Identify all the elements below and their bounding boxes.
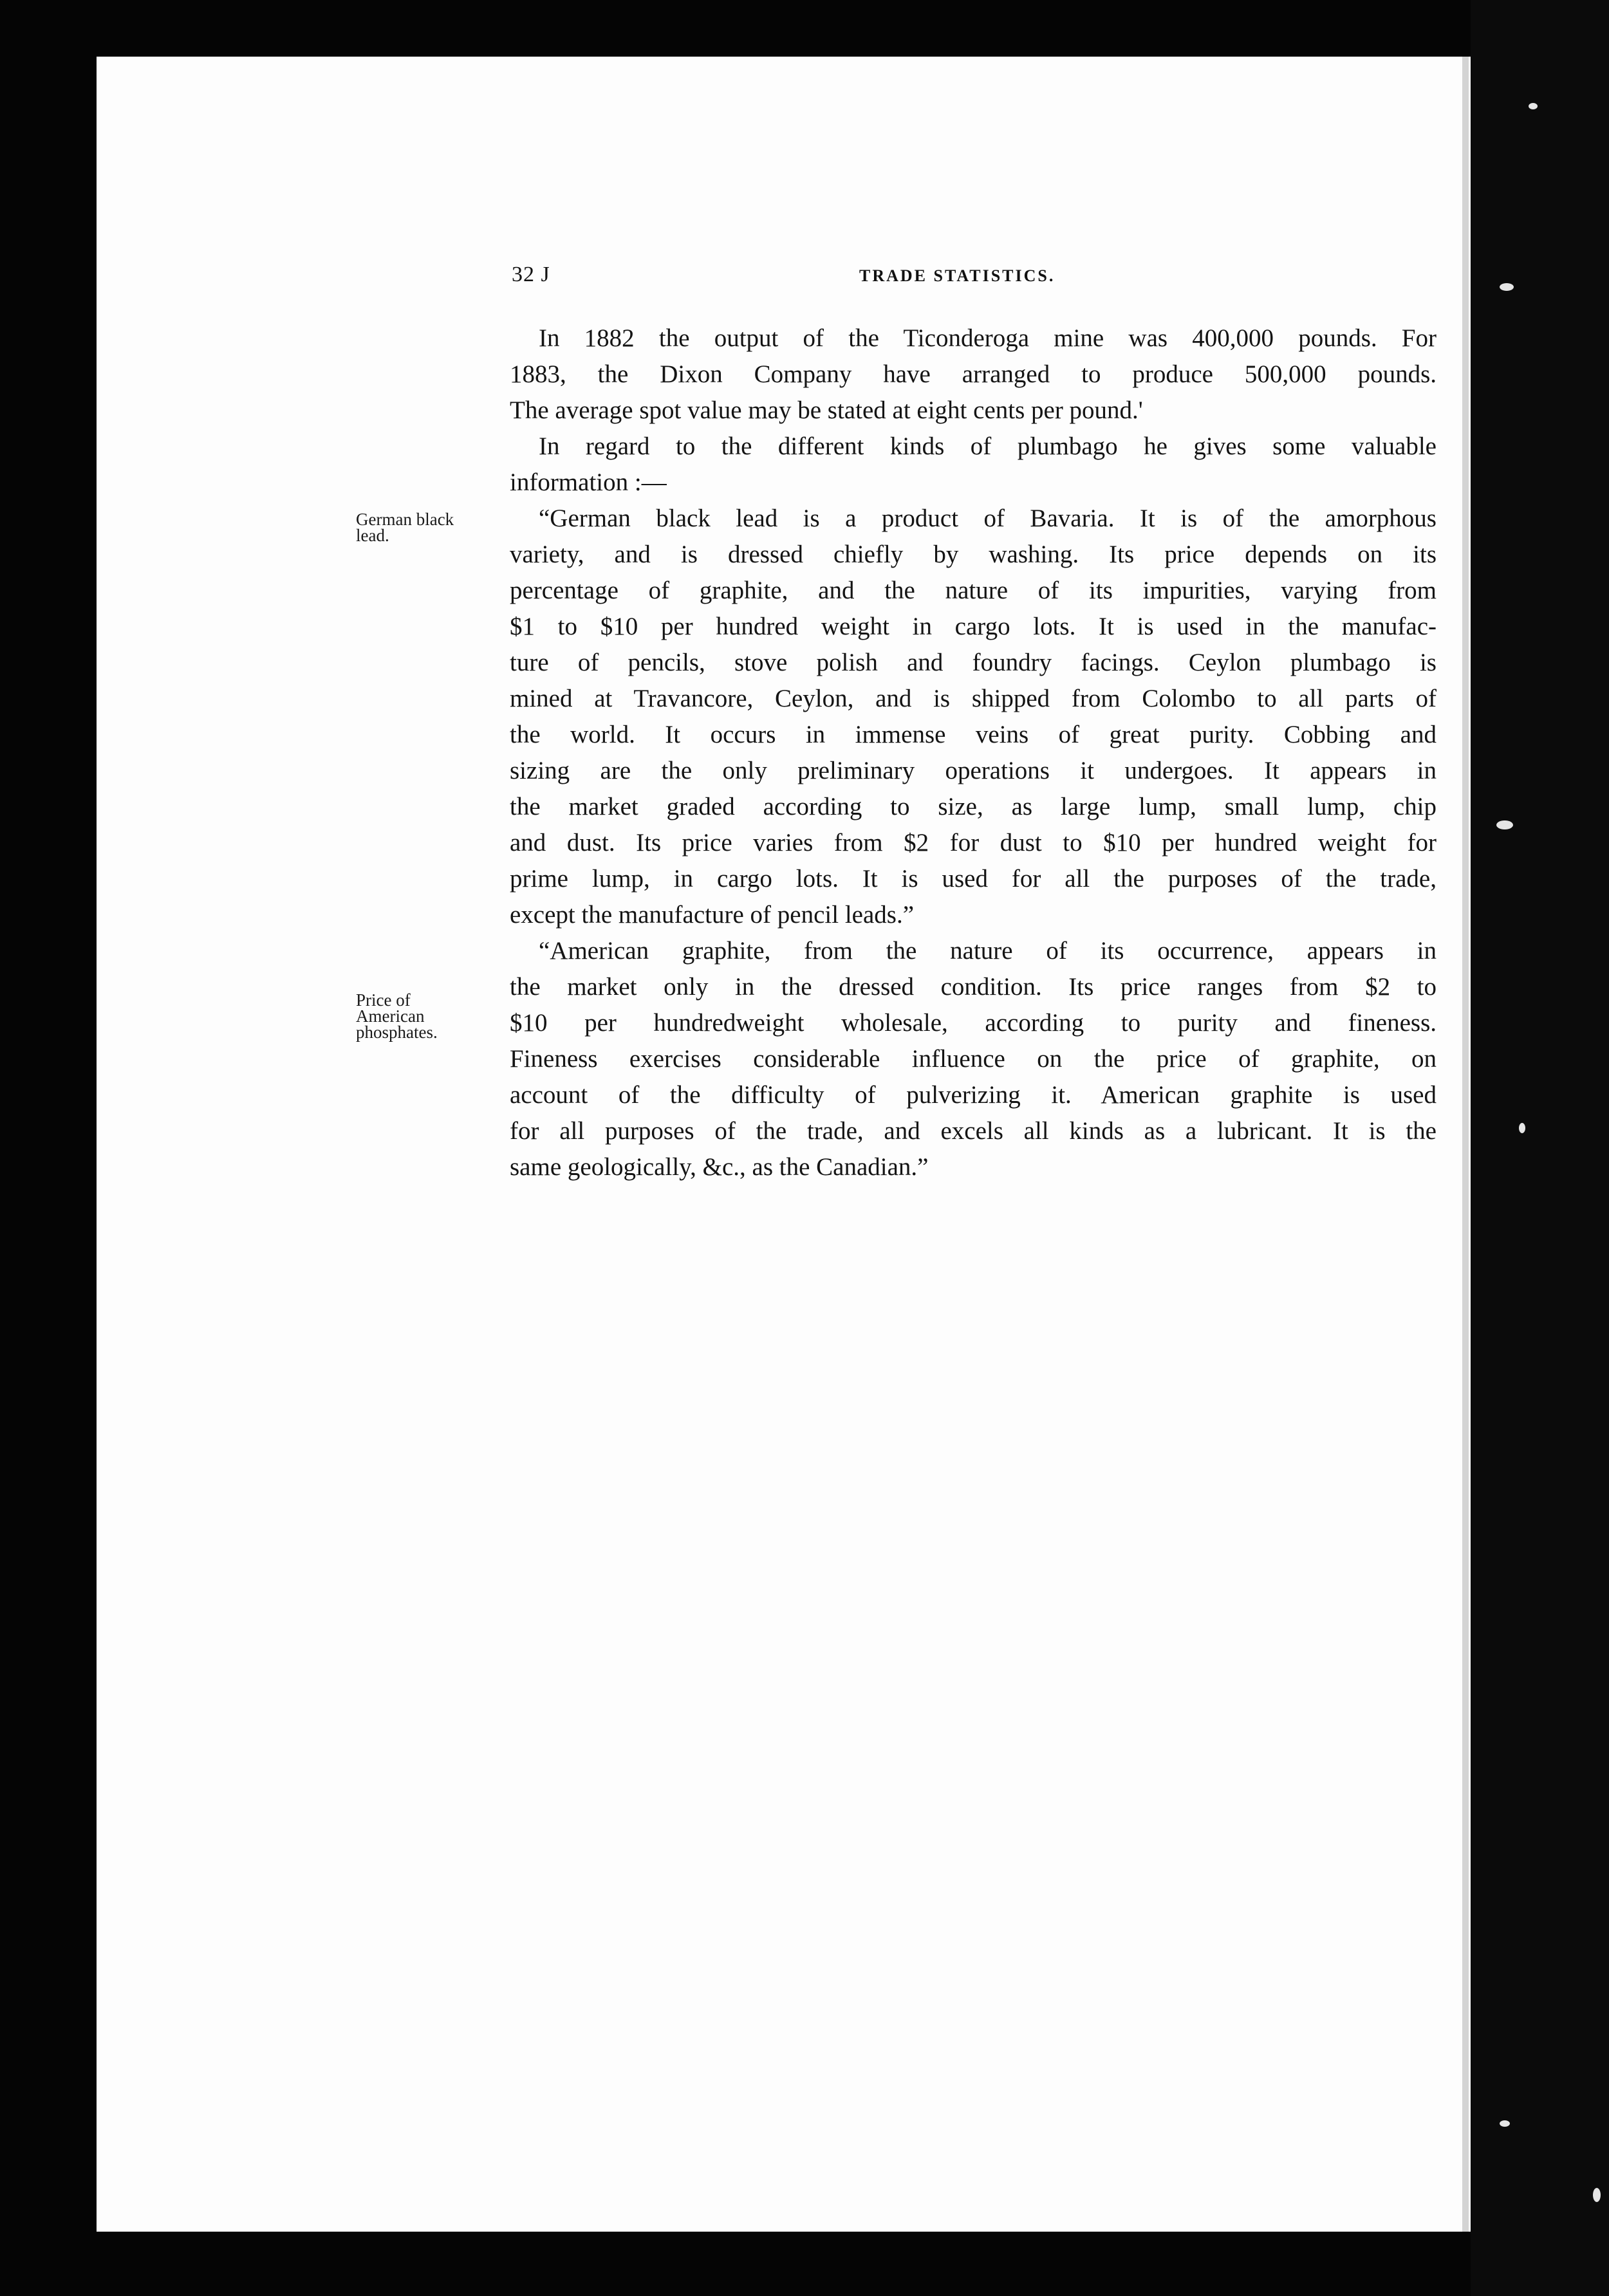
text-line: same geologically, &c., as the Canadian.” (510, 1153, 929, 1181)
sidenote-line: phosphates. (356, 1023, 438, 1042)
text-line: mined at Travancore, Ceylon, and is shipped from Colombo to all parts of (510, 685, 1437, 712)
scan-speck (1519, 1123, 1525, 1133)
text-line: $1 to $10 per hundred weight in cargo lots. It is used in the manufac- (510, 613, 1437, 640)
page-edge (1462, 57, 1469, 2232)
text-line: variety, and is dressed chiefly by washing. Its price depends on its (510, 541, 1437, 568)
text-line: “German black lead is a product of Bavaria. It is of the amorphous (539, 505, 1437, 532)
sidenote-line: Price of (356, 990, 411, 1010)
text-line: the market graded according to size, as large lump, small lump, chip (510, 793, 1437, 820)
scan-speck (1500, 283, 1514, 291)
text-line: In regard to the different kinds of plumbago he gives some valuable (539, 432, 1437, 460)
text-line: and dust. Its price varies from $2 for dust to $10 per hundred weight for (510, 829, 1437, 856)
scan-speck (1593, 2188, 1601, 2202)
text-line: percentage of graphite, and the nature of its impurities, varying from (510, 577, 1437, 604)
body-text (510, 320, 1437, 1185)
sidenote-price-of-american (356, 992, 438, 1041)
text-line: the market only in the dressed condition. Its price ranges from $2 to (510, 973, 1437, 1001)
sidenote-line: lead. (356, 526, 389, 545)
text-line: ture of pencils, stove polish and foundry facings. Ceylon plumbago is (510, 649, 1437, 676)
scan-speck (1500, 2120, 1510, 2127)
running-title: TRADE STATISTICS. (859, 266, 1056, 285)
text-line: information :— (510, 468, 667, 496)
text-line: 1883, the Dixon Company have arranged to produce 500,000 pounds. (510, 360, 1437, 388)
text-line: $10 per hundredweight wholesale, according to purity and fineness. (510, 1009, 1437, 1037)
text-line: account of the difficulty of pulverizing it. American graphite is used (510, 1081, 1437, 1109)
text-line: the world. It occurs in immense veins of great purity. Cobbing and (510, 721, 1437, 748)
scan-speck (1529, 103, 1538, 109)
sidenote-line: American (356, 1006, 425, 1026)
text-line: for all purposes of the trade, and excels all kinds as a lubricant. It is the (510, 1117, 1437, 1145)
sidenote-german-black-lead (356, 512, 454, 544)
text-line: prime lump, in cargo lots. It is used for all the purposes of the trade, (510, 865, 1437, 893)
scan-border-right (1471, 0, 1609, 2296)
page-number: 32 J (512, 263, 550, 286)
text-line: The average spot value may be stated at eight cents per pound.' (510, 396, 1143, 424)
sidenote-line: German black (356, 510, 454, 529)
text-line: In 1882 the output of the Ticonderoga mine was 400,000 pounds. For (539, 324, 1437, 352)
text-line: Fineness exercises considerable influence on the price of graphite, on (510, 1045, 1437, 1073)
text-line: sizing are the only preliminary operations it undergoes. It appears in (510, 757, 1437, 784)
text-line: “American graphite, from the nature of its occurrence, appears in (539, 937, 1437, 965)
text-line: except the manufacture of pencil leads.” (510, 901, 915, 929)
scan-speck (1496, 820, 1513, 829)
running-header (512, 263, 1438, 288)
